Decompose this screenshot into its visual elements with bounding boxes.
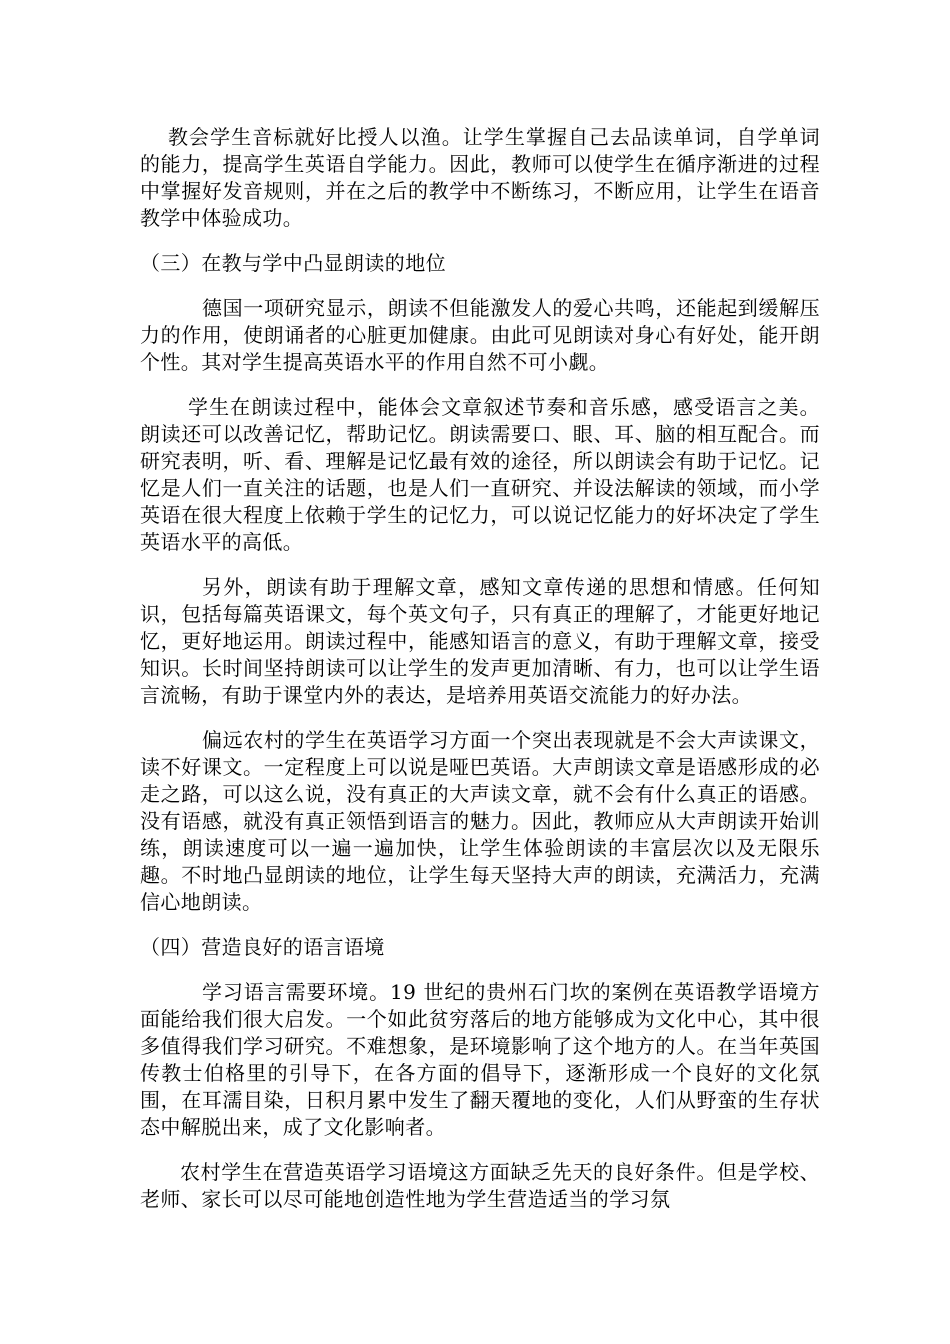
paragraph-reading-understanding: 另外，朗读有助于理解文章，感知文章传递的思想和情感。任何知识，包括每篇英语课文，每个英文句子，只有真正的理解了，才能更好地记忆，更好地运用。朗读过程中，能感知语言的意义，有助于理解文章，接受知识。长时间坚持朗读可以让学生的发声更加清晰、有力，也可以让学生语言流畅，有助于课堂内外的表达，是培养用英语交流能力的好办法。: [140, 575, 820, 707]
paragraph-phonetics: 教会学生音标就好比授人以渔。让学生掌握自己去品读单词，自学单词的能力，提高学生英语自学能力。因此，教师可以使学生在循序渐进的过程中掌握好发音规则，并在之后的教学中不断练习，不断应用，让学生在语音教学中体验成功。: [140, 125, 820, 230]
section-heading-context: （四）营造良好的语言语境: [140, 935, 385, 959]
paragraph-reading-research: 德国一项研究显示，朗读不但能激发人的爱心共鸣，还能起到缓解压力的作用，使朗诵者的心脏更加健康。由此可见朗读对身心有好处，能开朗个性。其对学生提高英语水平的作用自然不可小觑。: [140, 296, 820, 374]
paragraph-rural-reading: 偏远农村的学生在英语学习方面一个突出表现就是不会大声读课文，读不好课文。一定程度上可以说是哑巴英语。大声朗读文章是语感形成的必走之路，可以这么说，没有真正的大声读文章，就不会有什么真正的语感。没有语感，就没有真正领悟到语言的魅力。因此，教师应从大声朗读开始训练，朗读速度可以一遍一遍加快，让学生体验朗读的丰富层次以及无限乐趣。不时地凸显朗读的地位，让学生每天坚持大声的朗读，充满活力，充满信心地朗读。: [140, 728, 820, 914]
paragraph-language-environment: 学习语言需要环境。19 世纪的贵州石门坎的案例在英语教学语境方面能给我们很大启发。一个如此贫穷落后的地方能够成为文化中心，其中很多值得我们学习研究。不难想象，是环境影响了这个地方的人。在当年英国传教士伯格里的引导下，在各方面的倡导下，逐渐形成一个良好的文化氛围，在耳濡目染，日积月累中发生了翻天覆地的变化，人们从野蛮的生存状态中解脱出来，成了文化影响者。: [140, 980, 820, 1139]
section-heading-reading: （三）在教与学中凸显朗读的地位: [140, 251, 446, 275]
paragraph-reading-memory: 学生在朗读过程中，能体会文章叙述节奏和音乐感，感受语言之美。朗读还可以改善记忆，帮助记忆。朗读需要口、眼、耳、脑的相互配合。而研究表明，听、看、理解是记忆最有效的途径，所以朗读会有助于记忆。记忆是人们一直关注的话题，也是人们一直研究、并设法解读的领域，而小学英语在很大程度上依赖于学生的记忆力，可以说记忆能力的好坏决定了学生英语水平的高低。: [140, 395, 820, 554]
document-body: [140, 124, 820, 1231]
paragraph-rural-context: 农村学生在营造英语学习语境这方面缺乏先天的良好条件。但是学校、老师、家长可以尽可能地创造性地为学生营造适当的学习氛: [140, 1160, 820, 1211]
